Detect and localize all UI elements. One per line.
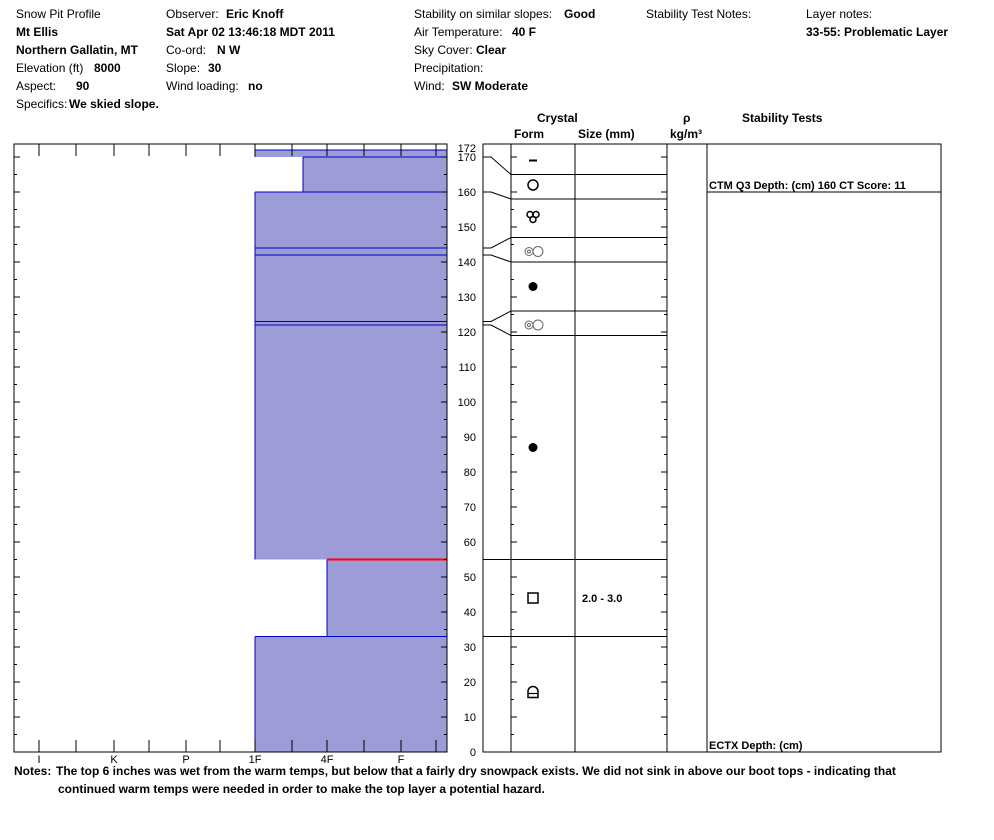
sky-value: Clear [476, 43, 507, 57]
stability-test-label: ECTX Depth: (cm) [709, 740, 803, 752]
stability-value: Good [564, 7, 596, 21]
grain-size-label: 2.0 - 3.0 [582, 593, 623, 605]
rounded-grains-icon [529, 282, 538, 291]
depth-axis-label: 70 [463, 502, 476, 514]
coord-label: Co-ord: [166, 43, 207, 57]
stability-label: Stability on similar slopes: [414, 7, 553, 21]
layer-notes-label: Layer notes: [806, 7, 873, 21]
layer-connector [483, 192, 511, 199]
depth-axis-label: 80 [463, 467, 476, 479]
mixed-forms-icon [527, 212, 539, 223]
layer-connector [483, 255, 511, 262]
hardness-layer [255, 325, 447, 560]
air-temp-value: 40 F [512, 25, 537, 39]
hardness-layer [303, 157, 447, 192]
hardness-layer [255, 192, 447, 248]
depth-axis-label: 130 [457, 292, 476, 304]
depth-axis-label: 90 [463, 432, 476, 444]
depth-axis-label: 10 [463, 712, 476, 724]
symbol-stroke [529, 443, 538, 452]
precip-label: Precipitation: [414, 61, 484, 75]
observer-value: Eric Knoff [226, 7, 284, 21]
stability-test-label: CTM Q3 Depth: (cm) 160 CT Score: 11 [709, 180, 906, 192]
specifics-label: Specifics: [16, 97, 68, 111]
hardness-axis-label: I [37, 754, 41, 766]
symbol-stroke [533, 320, 543, 330]
slope-value: 30 [208, 61, 222, 75]
faceted-rounds-icon [525, 320, 543, 330]
elevation-value: 8000 [94, 61, 121, 75]
crystal-table-frame [483, 144, 941, 752]
hardness-axis-label: 1F [248, 754, 262, 766]
hardness-layer [255, 637, 447, 753]
symbol-stroke [528, 250, 531, 253]
coord-value: N W [217, 43, 241, 57]
sky-label: Sky Cover: [414, 43, 473, 57]
observer-label: Observer: [166, 7, 219, 21]
depth-axis-label: 120 [457, 327, 476, 339]
hardness-axis-label: 4F [320, 754, 334, 766]
symbol-stroke [530, 217, 536, 223]
form-header: Form [514, 127, 544, 141]
depth-axis-label: 140 [457, 257, 476, 269]
depth-axis-label: 20 [463, 677, 476, 689]
faceted-crystals-icon [528, 593, 538, 603]
datetime: Sat Apr 02 13:46:18 MDT 2011 [166, 25, 335, 39]
aspect-value: 90 [76, 79, 90, 93]
stability-tests-header: Stability Tests [742, 111, 823, 125]
symbol-stroke [525, 321, 533, 329]
page-title: Snow Pit Profile [16, 7, 101, 21]
depth-axis-label: 30 [463, 642, 476, 654]
hardness-axis-label: K [110, 754, 118, 766]
layer-connector [483, 157, 511, 175]
wind-loading-value: no [248, 79, 263, 93]
depth-axis-label: 100 [457, 397, 476, 409]
wind-loading-label: Wind loading: [166, 79, 239, 93]
slope-label: Slope: [166, 61, 201, 75]
depth-axis-label: 172 [457, 143, 476, 155]
layer-connector [483, 311, 511, 322]
aspect-label: Aspect: [16, 79, 57, 93]
symbol-stroke [533, 247, 543, 257]
crystal-header: Crystal [537, 111, 578, 125]
depth-axis-label: 150 [457, 222, 476, 234]
layer-notes-value: 33-55: Problematic Layer [806, 25, 949, 39]
symbol-stroke [528, 593, 538, 603]
region: Northern Gallatin, MT [16, 43, 139, 57]
depth-axis-label: 0 [469, 747, 476, 759]
hardness-layer [255, 322, 447, 326]
notes-label: Notes: [14, 764, 52, 778]
faceted-rounds-icon [525, 247, 543, 257]
depth-axis-label: 60 [463, 537, 476, 549]
size-header: Size (mm) [578, 127, 635, 141]
density-unit-header: kg/m³ [670, 127, 703, 141]
hardness-layer [327, 560, 447, 637]
decomposing-particle-icon [528, 180, 538, 190]
wind-label: Wind: [414, 79, 445, 93]
air-temp-label: Air Temperature: [414, 25, 503, 39]
depth-axis-label: 40 [463, 607, 476, 619]
symbol-stroke [528, 180, 538, 190]
notes-line-1: The top 6 inches was wet from the warm temps, but below that a fairly dry snowpack exists. We did not sink in above our boot tops - indicating that [56, 764, 896, 778]
notes-line-2: continued warm temps were needed in order to make the top layer a potential hazard. [58, 782, 545, 796]
symbol-stroke [525, 248, 533, 256]
hardness-axis-label: F [397, 754, 405, 766]
depth-axis-label: 50 [463, 572, 476, 584]
wind-value: SW Moderate [452, 79, 529, 93]
depth-hoar-icon [528, 687, 538, 698]
location: Mt Ellis [16, 25, 59, 39]
depth-axis-label: 170 [457, 152, 476, 164]
symbol-stroke [528, 687, 538, 698]
rho-header: ρ [683, 111, 691, 125]
hardness-axis-label: P [182, 754, 190, 766]
symbol-stroke [528, 324, 531, 327]
layer-connector [483, 325, 511, 336]
symbol-stroke [529, 282, 538, 291]
depth-axis-label: 110 [458, 362, 476, 374]
layer-connector [483, 238, 511, 249]
depth-axis-label: 160 [457, 187, 476, 199]
hardness-layer [255, 150, 447, 157]
hardness-layer [255, 248, 447, 255]
specifics-value: We skied slope. [69, 97, 159, 111]
stability-notes-label: Stability Test Notes: [646, 7, 752, 21]
elevation-label: Elevation (ft) [16, 61, 84, 75]
hardness-layer [255, 255, 447, 322]
rounded-grains-icon [529, 443, 538, 452]
